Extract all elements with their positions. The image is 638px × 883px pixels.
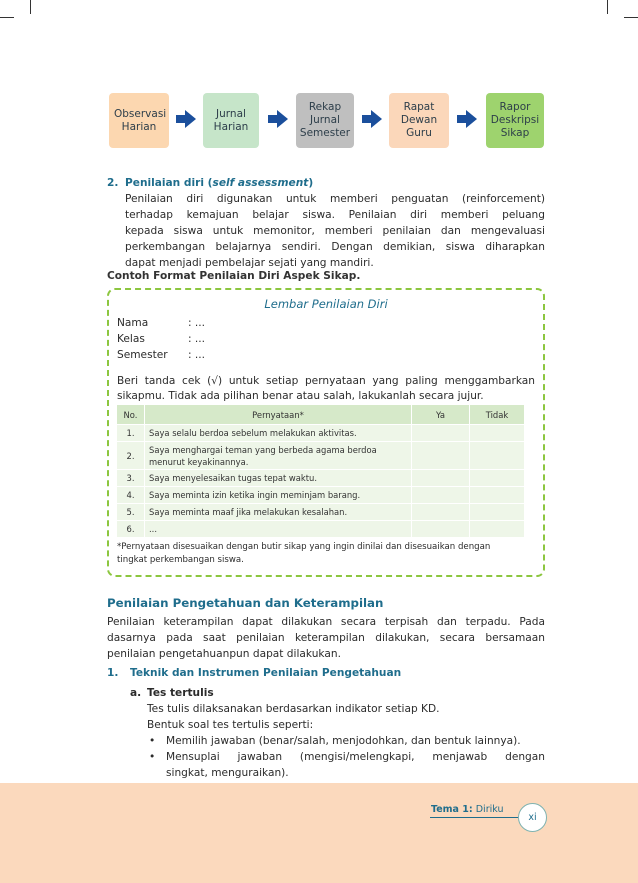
page-number-text: xi [528,812,537,823]
flow-step-observasi [109,93,169,148]
arrow-right-icon [268,110,288,128]
row-number: 6. [117,521,145,538]
field-label: Kelas [117,333,145,345]
section-heading: Penilaian Pengetahuan dan Keterampilan [107,596,384,610]
lembar-title: Lembar Penilaian Diri [264,297,388,311]
paragraph-line: Bentuk soal tes tertulis seperti: [147,719,314,731]
paragraph-line: perkembangan belajarnya sendiri. Dengan demikian, siswa diharapkan [125,241,545,253]
flow-step-rekap [296,93,354,148]
ya-checkbox-cell[interactable] [412,425,470,442]
field-value: : ... [188,317,206,329]
section-heading [125,175,313,191]
tema-label: Tema 1: [431,804,473,815]
flow-step-rapor [486,93,544,148]
sub-number: 1. [107,667,119,679]
arrow-right-icon [176,110,196,128]
sub-heading: Teknik dan Instrumen Penilaian Pengetahuan [130,667,402,679]
row-number: 5. [117,504,145,521]
field-value: : ... [188,349,206,361]
row-statement: Saya selalu berdoa sebelum melakukan aktivitas. [145,425,412,442]
contoh-caption: Contoh Format Penilaian Diri Aspek Sikap. [107,270,361,282]
row-statement: Saya menghargai teman yang berbeda agama berdoa menurut keyakinannya. [145,442,412,470]
paragraph-line: Tes tulis dilaksanakan berdasarkan indikator setiap KD. [147,703,440,715]
row-statement: ... [145,521,412,538]
table-row [117,487,525,504]
col-header: No. [117,405,145,425]
ya-checkbox-cell[interactable] [412,487,470,504]
bullet-icon: • [149,735,156,747]
flow-step-jurnal [203,93,259,148]
paragraph-line: Penilaian keterampilan dapat dilakukan secara terpisah dan terpadu. Pada [107,616,545,628]
flow-step-label: Rapor Deskripsi Sikap [490,101,540,139]
heading-part: Penilaian diri ( [125,177,213,189]
row-statement: Saya meminta izin ketika ingin meminjam barang. [145,487,412,504]
heading-part: ) [308,177,314,189]
table-row [117,442,525,470]
table-row [117,470,525,487]
row-statement: Saya meminta maaf jika melakukan kesalahan. [145,504,412,521]
tidak-checkbox-cell[interactable] [470,442,525,470]
ya-checkbox-cell[interactable] [412,470,470,487]
ya-checkbox-cell[interactable] [412,504,470,521]
bullet-item-cont: singkat, menguraikan). [166,767,289,779]
instruction-line: sikapmu. Tidak ada pilihan benar atau salah, lakukanlah secara jujur. [117,390,484,402]
footer-tema [431,804,503,815]
row-number: 1. [117,425,145,442]
col-header: Ya [412,405,470,425]
crop-mark [624,17,638,18]
flow-step-rapat [389,93,449,148]
arrow-right-icon [362,110,382,128]
flow-step-label: Observasi Harian [114,107,167,133]
tema-name: Diriku [475,804,504,815]
ya-checkbox-cell[interactable] [412,521,470,538]
item-label: a. [130,687,142,699]
paragraph-line: Penilaian diri digunakan untuk memberi penguatan (reinforcement) [125,193,545,205]
crop-mark [0,17,14,18]
instruction-line: Beri tanda cek (√) untuk setiap pernyataan yang paling menggambarkan [117,375,535,387]
col-header: Pernyataan* [145,405,412,425]
table-row [117,425,525,442]
paragraph-line: kepada siswa untuk memonitor, memberi penilaian dan mengevaluasi [125,225,545,237]
row-number: 3. [117,470,145,487]
tidak-checkbox-cell[interactable] [470,425,525,442]
row-number: 4. [117,487,145,504]
flow-step-label: Rekap Jurnal Semester [299,101,351,139]
row-statement: Saya menyelesaikan tugas tepat waktu. [145,470,412,487]
sikap-table [116,404,525,538]
field-label: Semester [117,349,168,361]
table-note: *Pernyataan disesuaikan dengan butir sikap yang ingin dinilai dan disesuaikan dengan [117,542,491,552]
bullet-item: Mensuplai jawaban (mengisi/melengkapi, menjawab dengan [166,751,545,763]
flow-step-label: Rapat Dewan Guru [400,101,438,139]
table-header-row [117,405,525,425]
footer-band [0,783,638,883]
page-number [518,803,547,832]
paragraph-line: terhadap kemajuan belajar siswa. Penilaian diri memberi peluang [125,209,545,221]
flow-step-label: Jurnal Harian [213,107,249,133]
field-value: : ... [188,333,206,345]
footer-divider [430,817,518,818]
arrow-right-icon [457,110,477,128]
paragraph-line: dasarnya pada saat penilaian keterampilan dilakukan, secara bersamaan [107,632,545,644]
tidak-checkbox-cell[interactable] [470,521,525,538]
heading-italic: self assessment [212,177,309,189]
crop-mark [30,0,31,14]
tidak-checkbox-cell[interactable] [470,470,525,487]
row-number: 2. [117,442,145,470]
tidak-checkbox-cell[interactable] [470,487,525,504]
paragraph-line: penilaian pengetahuanpun dapat dilakukan. [107,648,341,660]
col-header: Tidak [470,405,525,425]
section-number: 2. [107,177,119,189]
crop-mark [607,0,608,14]
ya-checkbox-cell[interactable] [412,442,470,470]
table-row [117,504,525,521]
paragraph-line: dapat menjadi pembelajar sejati yang mandiri. [125,257,374,269]
item-heading: Tes tertulis [147,687,214,699]
bullet-icon: • [149,751,156,763]
field-label: Nama [117,317,149,329]
table-note: tingkat perkembangan siswa. [117,555,244,565]
tidak-checkbox-cell[interactable] [470,504,525,521]
bullet-item: Memilih jawaban (benar/salah, menjodohkan, dan bentuk lainnya). [166,735,521,747]
table-row [117,521,525,538]
